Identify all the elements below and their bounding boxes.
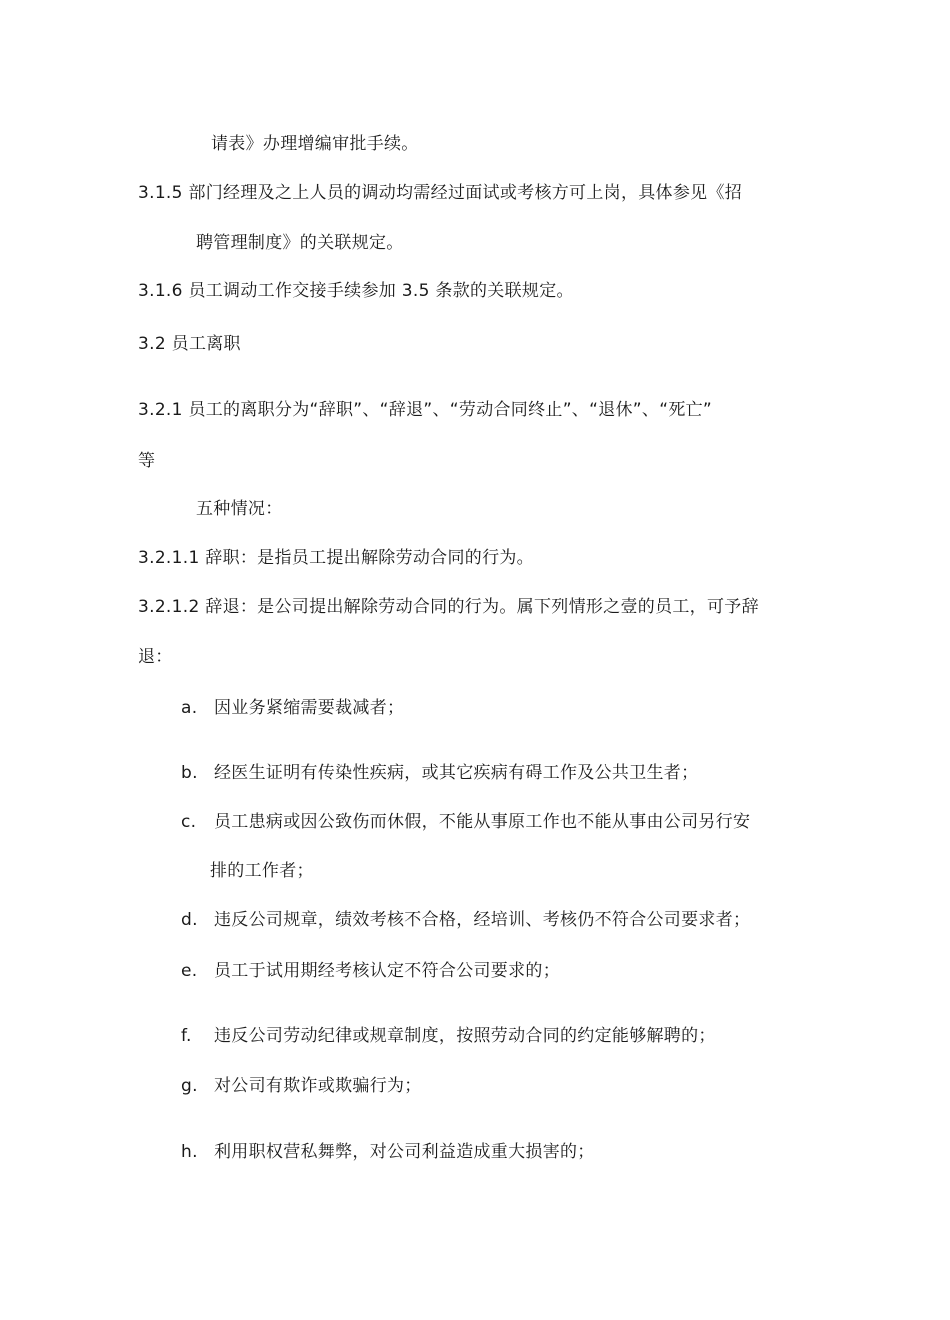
list-item (181, 1025, 716, 1047)
paragraph-line: 3.2.1.2 辞退：是公司提出解除劳动合同的行为。属下列情形之壹的员工，可予辞 (138, 597, 759, 617)
paragraph-line: 五种情况： (196, 499, 283, 519)
list-item-text: 违反公司规章，绩效考核不合格，经培训、考核仍不符合公司要求者； (214, 910, 751, 930)
list-item (181, 697, 404, 719)
paragraph-line: 退： (138, 647, 173, 667)
paragraph-line: 3.2.1.1 辞职：是指员工提出解除劳动合同的行为。 (138, 548, 534, 568)
paragraph-line: 聘管理制度》的关联规定。 (196, 233, 404, 253)
list-item-label: e. (181, 961, 198, 981)
paragraph-line: 请表》办理增编审批手续。 (211, 134, 419, 154)
list-item (181, 762, 698, 784)
list-item (181, 811, 750, 833)
paragraph-line: 等 (138, 451, 156, 471)
list-item-label: c. (181, 812, 197, 832)
list-item-label: d. (181, 910, 198, 930)
list-item-text: 因业务紧缩需要裁减者； (214, 698, 405, 718)
list-item-continuation: 排的工作者； (210, 861, 314, 881)
paragraph-line: 3.1.6 员工调动工作交接手续参加 3.5 条款的关联规定。 (138, 281, 574, 301)
section-heading: 3.2 员工离职 (138, 334, 241, 354)
list-item-label: b. (181, 763, 198, 783)
list-item-label: g. (181, 1076, 198, 1096)
list-item-label: f. (181, 1026, 192, 1046)
list-item (181, 909, 750, 931)
list-item-text: 对公司有欺诈或欺骗行为； (214, 1076, 422, 1096)
list-item-text: 员工患病或因公致伤而休假，不能从事原工作也不能从事由公司另行安 (214, 812, 751, 832)
paragraph-line: 3.2.1 员工的离职分为“辞职”、“辞退”、“劳动合同终止”、“退休”、“死亡” (138, 400, 713, 420)
list-item (181, 960, 560, 982)
list-item-label: h. (181, 1142, 198, 1162)
list-item (181, 1075, 422, 1097)
list-item (181, 1141, 595, 1163)
list-item-text: 利用职权营私舞弊，对公司利益造成重大损害的； (214, 1142, 595, 1162)
list-item-text: 员工于试用期经考核认定不符合公司要求的； (214, 961, 560, 981)
list-item-text: 违反公司劳动纪律或规章制度，按照劳动合同的约定能够解聘的； (214, 1026, 716, 1046)
list-item-text: 经医生证明有传染性疾病，或其它疾病有碍工作及公共卫生者； (214, 763, 699, 783)
paragraph-line: 3.1.5 部门经理及之上人员的调动均需经过面试或考核方可上岗，具体参见《招 (138, 183, 743, 203)
list-item-label: a. (181, 698, 198, 718)
